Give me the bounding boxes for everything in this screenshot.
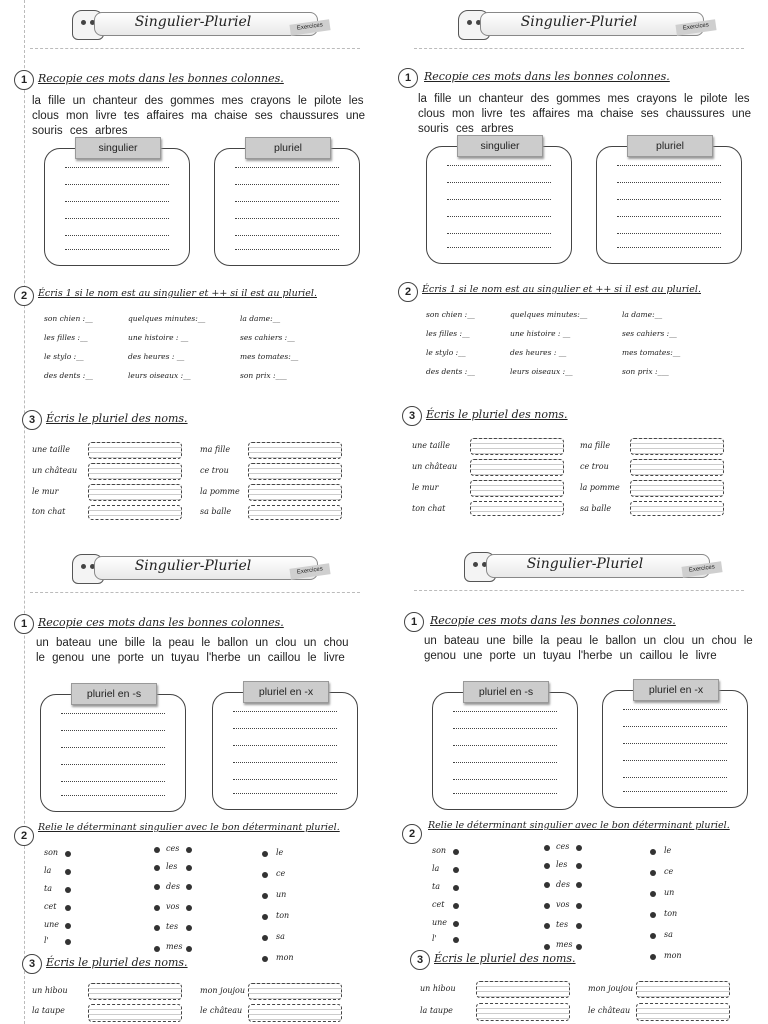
determiner: des (166, 882, 180, 891)
match-dot[interactable] (262, 914, 268, 920)
determiner: mes (166, 942, 183, 951)
match-dot[interactable] (262, 935, 268, 941)
determiner: ce (276, 869, 286, 878)
determiner: des (556, 880, 570, 889)
determiner: les (166, 862, 178, 871)
match-dot[interactable] (65, 851, 71, 857)
exercise-title: Recopie ces mots dans les bonnes colonnes. (430, 614, 676, 627)
exercise-number: 1 (14, 614, 34, 634)
match-dot[interactable] (650, 870, 656, 876)
exercise-number: 3 (410, 950, 430, 970)
write-box[interactable] (630, 438, 724, 455)
grid-item: son chien :__ (44, 314, 93, 323)
determiner: l' (432, 934, 437, 943)
match-dot[interactable] (186, 884, 192, 890)
determiner: un (276, 890, 287, 899)
exercise-number: 3 (22, 410, 42, 430)
noun-label: le mur (412, 483, 439, 492)
noun-label: ton chat (412, 504, 446, 513)
answer-box-right (212, 686, 358, 810)
determiner: le (664, 846, 672, 855)
match-dot[interactable] (186, 925, 192, 931)
determiner: sa (276, 932, 285, 941)
exercise-number: 2 (402, 824, 422, 844)
exercise-number: 1 (404, 612, 424, 632)
match-dot[interactable] (544, 845, 550, 851)
match-dot[interactable] (154, 905, 160, 911)
match-dot[interactable] (65, 887, 71, 893)
determiner: son (44, 848, 59, 857)
grid-item: leurs oiseaux :__ (510, 367, 573, 376)
determiner: ce (664, 867, 674, 876)
grid-item: la dame:__ (622, 310, 663, 319)
match-dot[interactable] (576, 882, 582, 888)
grid-item: quelques minutes:__ (510, 310, 588, 319)
header (68, 550, 324, 584)
write-box[interactable] (630, 480, 724, 497)
write-box[interactable] (248, 442, 342, 459)
determiner: ces (166, 844, 180, 853)
exercise-number: 2 (14, 826, 34, 846)
grid-item: son prix :___ (240, 371, 287, 380)
noun-label: le château (200, 1006, 243, 1015)
match-dot[interactable] (186, 905, 192, 911)
match-dot[interactable] (453, 849, 459, 855)
determiner: vos (166, 902, 180, 911)
grid-item: ses cahiers :__ (240, 333, 295, 342)
noun-label: ma fille (200, 445, 231, 454)
answer-box-left (426, 140, 572, 264)
exercise-number: 1 (398, 68, 418, 88)
box-label: pluriel (245, 137, 331, 159)
determiner: un (664, 888, 675, 897)
write-box[interactable] (636, 981, 730, 998)
answer-box-right (596, 140, 742, 264)
noun-label: mon joujou (200, 986, 245, 995)
noun-label: un hibou (32, 986, 68, 995)
word-list: un bateau une bille la peau le ballon un clou un chou le genou une porte un tuyau l'herbe un caillou le livre (36, 637, 349, 664)
noun-label: un château (32, 466, 78, 475)
match-dot[interactable] (65, 869, 71, 875)
noun-label: ton chat (32, 507, 66, 516)
box-label: singulier (457, 135, 543, 157)
determiner: sa (664, 930, 673, 939)
box-label: pluriel en -s (71, 683, 157, 705)
answer-box-left (44, 142, 190, 266)
worksheet-bottom-right (384, 512, 768, 1024)
worksheet-title: Singulier-Pluriel (134, 558, 252, 574)
match-dot[interactable] (650, 891, 656, 897)
write-box[interactable] (476, 981, 570, 998)
box-label: pluriel (627, 135, 713, 157)
noun-label: une taille (412, 441, 450, 450)
match-dot[interactable] (186, 865, 192, 871)
match-dot[interactable] (65, 939, 71, 945)
exercise-title: Écris le pluriel des noms. (434, 952, 576, 965)
word-list: la fille un chanteur des gommes mes crayons le pilote les clous mon livre tes affaires ma chaise ses chaussures une souris ces arbres (32, 95, 366, 137)
match-dot[interactable] (650, 912, 656, 918)
determiner: la (44, 866, 52, 875)
determiner: vos (556, 900, 570, 909)
write-box[interactable] (470, 438, 564, 455)
grid-item: une histoire : __ (510, 329, 571, 338)
write-box[interactable] (248, 463, 342, 480)
write-box[interactable] (248, 983, 342, 1000)
box-label: singulier (75, 137, 161, 159)
match-dot[interactable] (576, 923, 582, 929)
match-dot[interactable] (544, 903, 550, 909)
answer-box-right (602, 684, 748, 808)
word-list: la fille un chanteur des gommes mes crayons le pilote les clous mon livre tes affaires ma chaise ses chaussures une souris ces arbres (418, 93, 752, 135)
exercise-title: Écris 1 si le nom est au singulier et ++ si il est au pluriel. (422, 284, 701, 295)
grid-item: des dents :__ (426, 367, 475, 376)
match-dot[interactable] (154, 865, 160, 871)
exercises-tag: Exercices (675, 19, 716, 35)
exercise-title: Écris le pluriel des noms. (46, 412, 188, 425)
determiner: ces (556, 842, 570, 851)
write-box[interactable] (470, 459, 564, 476)
write-box[interactable] (476, 1003, 570, 1021)
determiner: mon (664, 951, 682, 960)
worksheet-bottom-left (0, 512, 384, 1024)
determiner: cet (44, 902, 57, 911)
grid-item: des heures : __ (510, 348, 567, 357)
word-list: un bateau une bille la peau le ballon un clou un chou le genou une porte un tuyau l'herbe un caillou le livre (424, 635, 753, 662)
grid-item: ses cahiers :__ (622, 329, 677, 338)
determiner: une (432, 918, 448, 927)
determiner: mes (556, 940, 573, 949)
determiner: ton (664, 909, 678, 918)
header (460, 548, 716, 582)
match-dot[interactable] (544, 944, 550, 950)
determiner: cet (432, 900, 445, 909)
determiner: tes (166, 922, 179, 931)
match-dot[interactable] (262, 872, 268, 878)
match-dot[interactable] (262, 956, 268, 962)
determiner: tes (556, 920, 569, 929)
match-dot[interactable] (262, 893, 268, 899)
grid-item: des dents :__ (44, 371, 93, 380)
grid-item: le stylo :__ (426, 348, 466, 357)
match-dot[interactable] (650, 849, 656, 855)
grid-item: le stylo :__ (44, 352, 84, 361)
exercise-number: 2 (398, 282, 418, 302)
answer-box-left (432, 686, 578, 810)
grid-item: une histoire : __ (128, 333, 189, 342)
grid-item: des heures : __ (128, 352, 185, 361)
write-box[interactable] (248, 1004, 342, 1022)
determiner: mon (276, 953, 294, 962)
match-dot[interactable] (544, 863, 550, 869)
match-dot[interactable] (650, 933, 656, 939)
exercise-number: 2 (14, 286, 34, 306)
write-box[interactable] (636, 1003, 730, 1021)
noun-label: mon joujou (588, 984, 633, 993)
match-dot[interactable] (65, 923, 71, 929)
grid-item: leurs oiseaux :__ (128, 371, 191, 380)
exercise-number: 3 (402, 406, 422, 426)
match-dot[interactable] (154, 884, 160, 890)
noun-label: la pomme (200, 487, 240, 496)
write-box[interactable] (470, 480, 564, 497)
box-label: pluriel en -x (633, 679, 719, 701)
match-dot[interactable] (544, 882, 550, 888)
worksheet-top-right (384, 0, 768, 512)
grid-item: la dame:__ (240, 314, 281, 323)
match-dot[interactable] (186, 847, 192, 853)
exercise-title: Recopie ces mots dans les bonnes colonnes. (424, 70, 670, 83)
noun-label: sa balle (580, 504, 612, 513)
exercises-tag: Exercices (289, 563, 330, 579)
write-box[interactable] (88, 463, 182, 480)
box-label: pluriel en -x (243, 681, 329, 703)
answer-box-left (40, 688, 186, 812)
exercise-title: Relie le déterminant singulier avec le bon déterminant pluriel. (428, 820, 730, 831)
match-dot[interactable] (576, 944, 582, 950)
determiner: ton (276, 911, 290, 920)
grid-item: son chien :__ (426, 310, 475, 319)
determiner: une (44, 920, 60, 929)
match-dot[interactable] (453, 885, 459, 891)
match-dot[interactable] (186, 946, 192, 952)
match-dot[interactable] (453, 903, 459, 909)
exercise-title: Écris le pluriel des noms. (426, 408, 568, 421)
grid-item: les filles :__ (44, 333, 88, 342)
grid-item: quelques minutes:__ (128, 314, 206, 323)
determiner: l' (44, 936, 49, 945)
exercise-title: Relie le déterminant singulier avec le bon déterminant pluriel. (38, 822, 340, 833)
noun-label: la taupe (420, 1006, 453, 1015)
noun-label: une taille (32, 445, 70, 454)
write-box[interactable] (248, 484, 342, 501)
exercise-title: Recopie ces mots dans les bonnes colonnes. (38, 72, 284, 85)
write-box[interactable] (88, 484, 182, 501)
write-box[interactable] (630, 459, 724, 476)
answer-box-right (214, 142, 360, 266)
determiner: ta (432, 882, 440, 891)
match-dot[interactable] (544, 923, 550, 929)
header (454, 6, 710, 40)
worksheet-top-left (0, 0, 384, 516)
determiner: le (276, 848, 284, 857)
grid-item: les filles :__ (426, 329, 470, 338)
match-dot[interactable] (453, 937, 459, 943)
noun-label: un hibou (420, 984, 456, 993)
determiner: son (432, 846, 447, 855)
match-dot[interactable] (453, 921, 459, 927)
grid-item: mes tomates:__ (240, 352, 299, 361)
match-dot[interactable] (576, 903, 582, 909)
write-box[interactable] (88, 442, 182, 459)
match-dot[interactable] (154, 847, 160, 853)
exercise-number: 1 (14, 70, 34, 90)
noun-label: sa balle (200, 507, 232, 516)
header (68, 6, 324, 40)
exercise-title: Écris 1 si le nom est au singulier et ++ si il est au pluriel. (38, 288, 317, 299)
match-dot[interactable] (650, 954, 656, 960)
noun-label: ce trou (200, 466, 229, 475)
write-box[interactable] (88, 1004, 182, 1022)
match-dot[interactable] (154, 946, 160, 952)
grid-item: mes tomates:__ (622, 348, 681, 357)
match-dot[interactable] (262, 851, 268, 857)
box-label: pluriel en -s (463, 681, 549, 703)
noun-label: un château (412, 462, 458, 471)
worksheet-title: Singulier-Pluriel (134, 14, 252, 30)
exercises-tag: Exercices (289, 19, 330, 35)
noun-label: le mur (32, 487, 59, 496)
write-box[interactable] (88, 983, 182, 1000)
match-dot[interactable] (576, 863, 582, 869)
exercises-tag: Exercices (681, 561, 722, 577)
noun-label: la taupe (32, 1006, 65, 1015)
determiner: la (432, 864, 440, 873)
match-dot[interactable] (576, 845, 582, 851)
determiner: les (556, 860, 568, 869)
grid-item: son prix :___ (622, 367, 669, 376)
exercise-number: 3 (22, 954, 42, 974)
noun-label: ce trou (580, 462, 609, 471)
worksheet-title: Singulier-Pluriel (520, 14, 638, 30)
worksheet-title: Singulier-Pluriel (526, 556, 644, 572)
determiner: ta (44, 884, 52, 893)
exercise-title: Écris le pluriel des noms. (46, 956, 188, 969)
noun-label: la pomme (580, 483, 620, 492)
noun-label: le château (588, 1006, 631, 1015)
match-dot[interactable] (453, 867, 459, 873)
match-dot[interactable] (154, 925, 160, 931)
match-dot[interactable] (65, 905, 71, 911)
noun-label: ma fille (580, 441, 611, 450)
exercise-title: Recopie ces mots dans les bonnes colonnes. (38, 616, 284, 629)
